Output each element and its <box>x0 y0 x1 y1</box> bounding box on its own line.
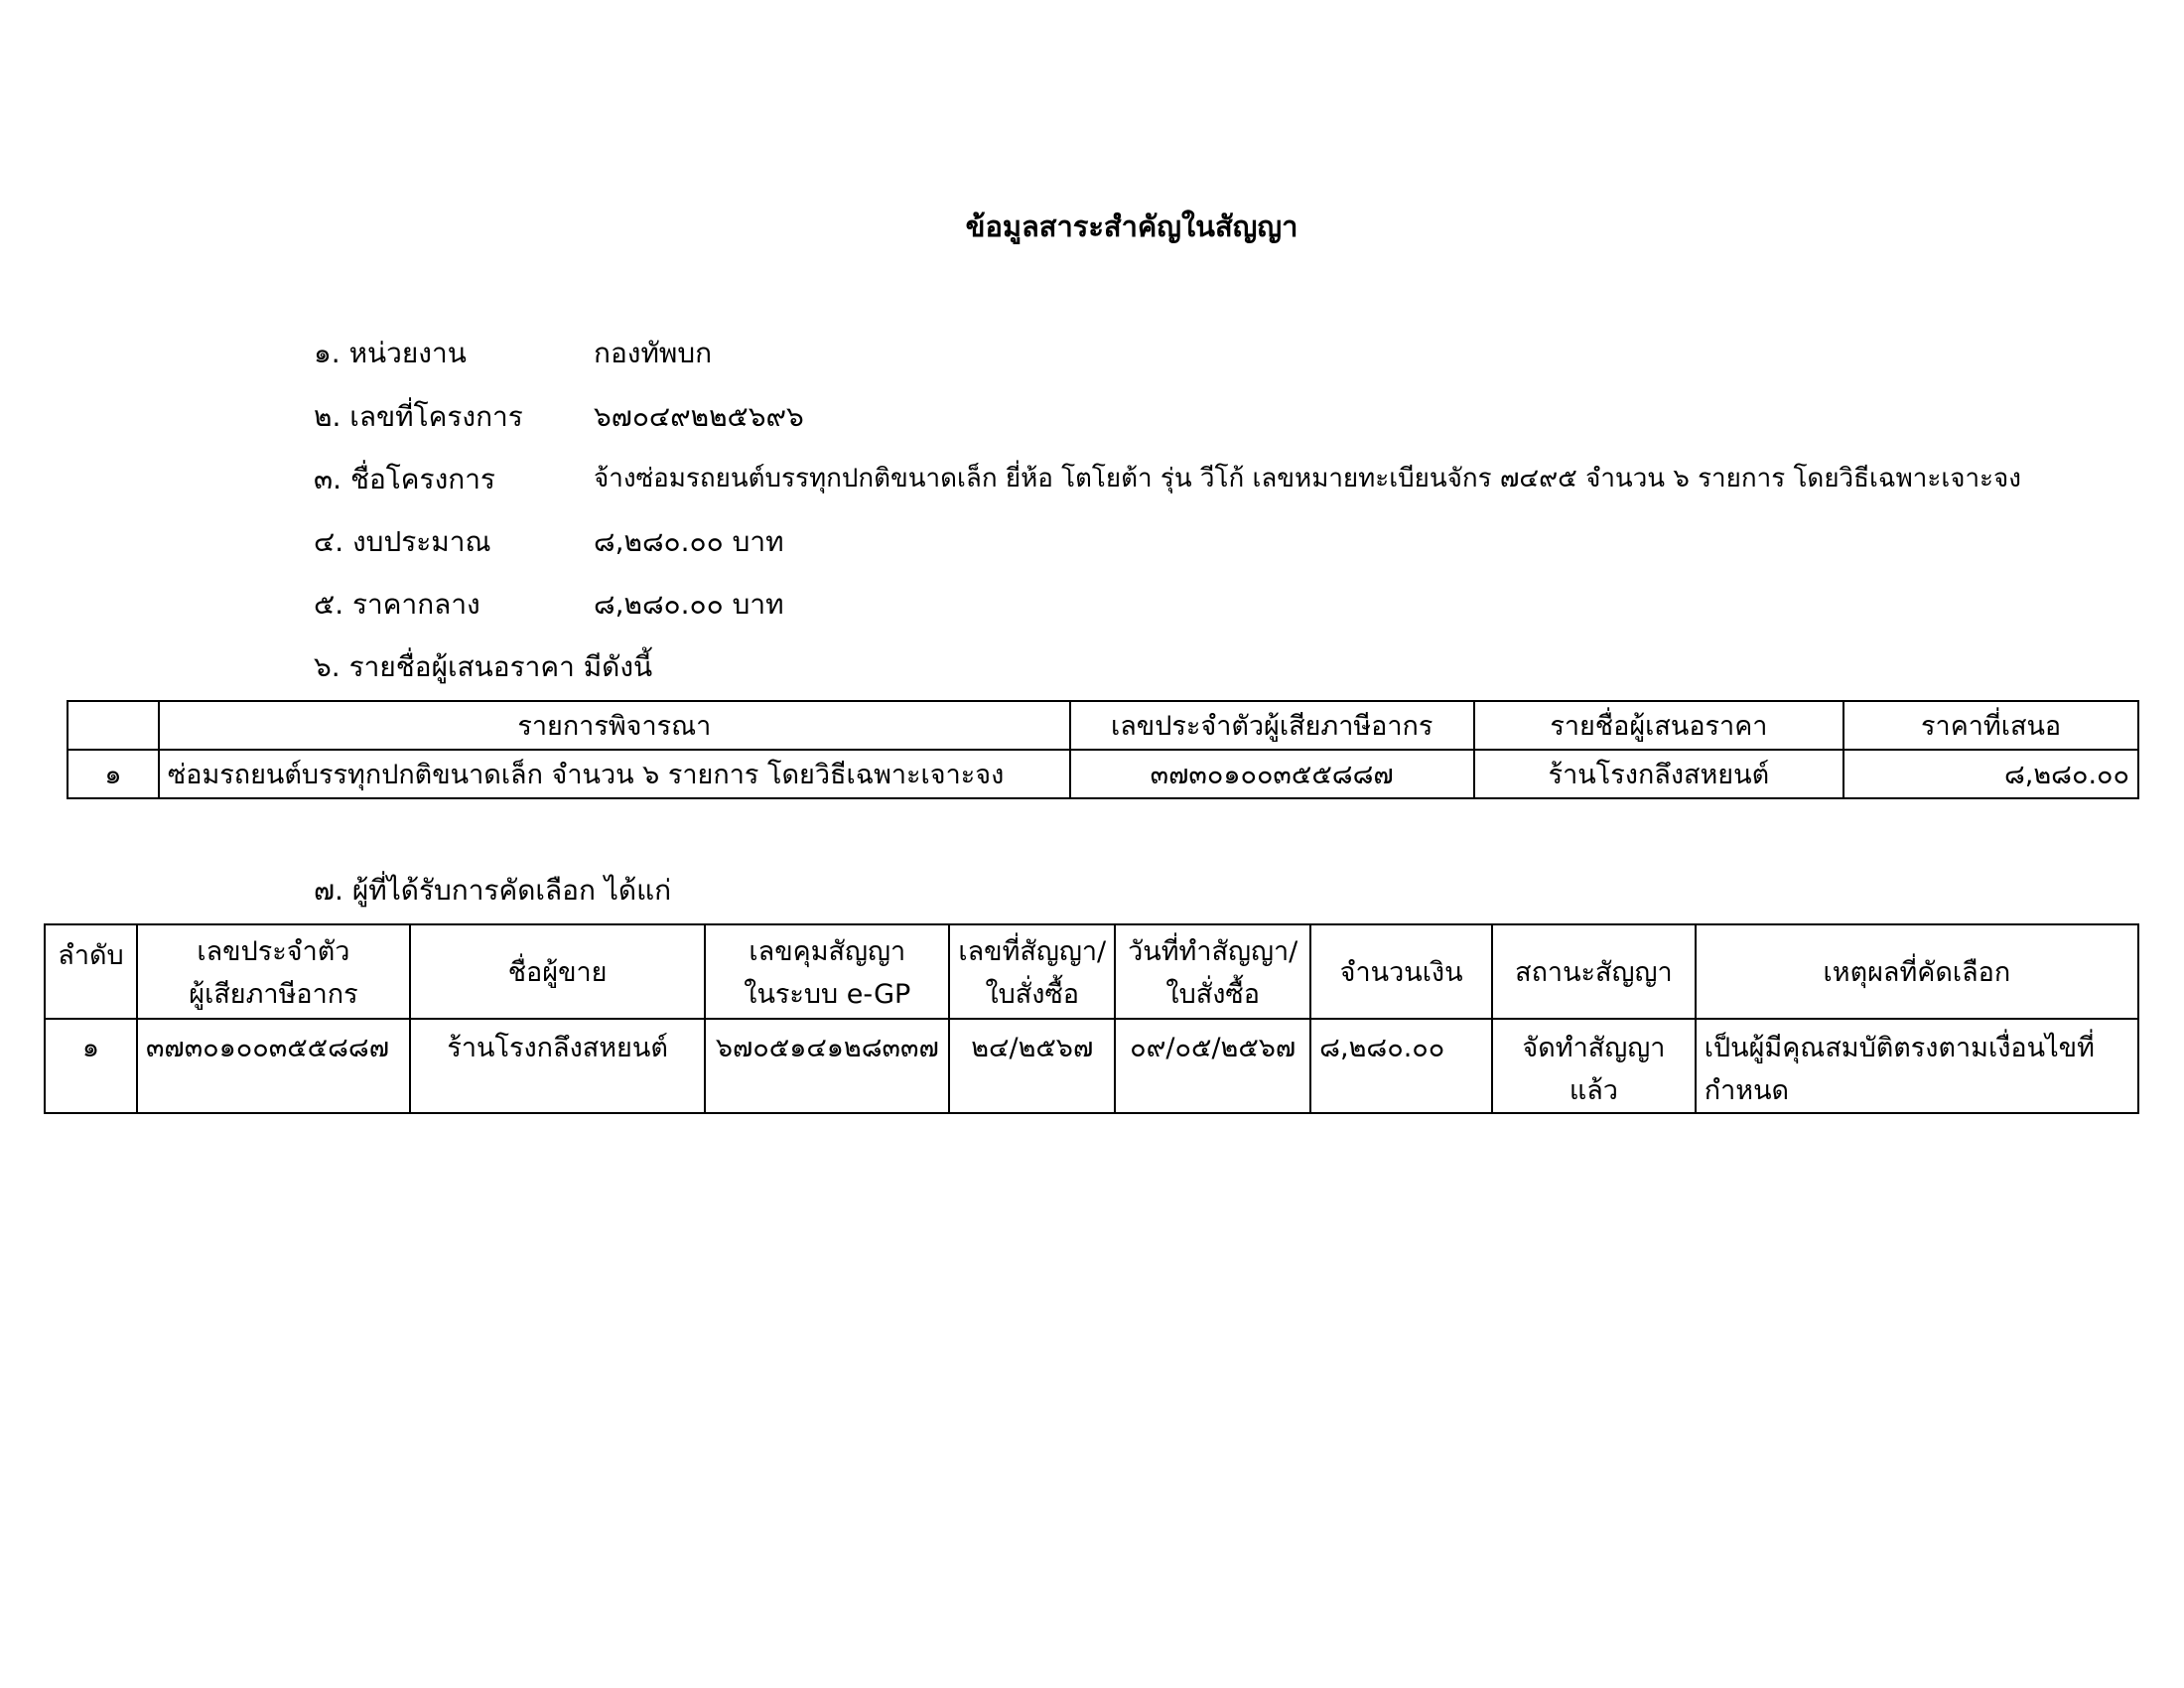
table-cell: ๖๗๐๕๑๔๑๒๘๓๓๗ <box>705 1019 949 1113</box>
table-cell: ร้านโรงกลึงสหยนต์ <box>1474 750 1844 798</box>
table-cell: ๑ <box>45 1019 137 1113</box>
info-value: กองทัพบก <box>594 337 713 369</box>
info-label: ๖. รายชื่อผู้เสนอราคา มีดังนี้ <box>314 650 653 683</box>
header-line: ใบสั่งซื้อ <box>985 978 1080 1010</box>
header-line: ในระบบ e-GP <box>744 978 911 1010</box>
header-cell <box>68 701 159 750</box>
info-label: ๕. ราคากลาง <box>314 588 480 621</box>
info-label: ๒. เลขที่โครงการ <box>314 400 523 433</box>
reason-line: เป็นผู้มีคุณสมบัติตรงตามเงื่อนไขที่ <box>1704 1033 2095 1063</box>
table-cell: ซ่อมรถยนต์บรรทุกปกติขนาดเล็ก จำนวน ๖ รายการ โดยวิธีเฉพาะเจาะจง <box>159 750 1070 798</box>
table-cell: ๘,๒๘๐.๐๐ <box>1843 750 2138 798</box>
header-contract-date <box>1115 924 1310 1019</box>
header-cell: รายชื่อผู้เสนอราคา <box>1474 701 1844 750</box>
table-cell: ๒๔/๒๕๖๗ <box>949 1019 1115 1113</box>
table-cell: ๐๙/๐๕/๒๕๖๗ <box>1115 1019 1310 1113</box>
header-egp <box>705 924 949 1019</box>
info-value: จ้างซ่อมรถยนต์บรรทุกปกติขนาดเล็ก ยี่ห้อ โตโยต้า รุ่น วีโก้ เลขหมายทะเบียนจักร ๗๔๙๕ จำนวน ๖ รายการ โดยวิธีเฉพาะเจาะจง <box>594 464 2021 493</box>
header-seq: ลำดับ <box>45 924 137 1019</box>
header-cell: ราคาที่เสนอ <box>1843 701 2138 750</box>
table-cell-reason <box>1696 1019 2138 1113</box>
table-cell: จัดทำสัญญาแล้ว <box>1492 1019 1696 1113</box>
info-label: ๔. งบประมาณ <box>314 525 491 558</box>
table-row <box>68 750 2138 798</box>
header-contract-no <box>949 924 1115 1019</box>
info-value: ๖๗๐๔๙๒๒๕๖๙๖ <box>594 400 804 433</box>
header-line: เลขประจำตัว <box>197 935 350 967</box>
header-line: ใบสั่งซื้อ <box>1165 978 1260 1010</box>
info-value: ๘,๒๘๐.๐๐ บาท <box>594 588 784 621</box>
header-tax-id <box>137 924 410 1019</box>
info-label: ๑. หน่วยงาน <box>314 337 467 369</box>
bidders-table <box>67 700 2139 799</box>
header-cell: รายการพิจารณา <box>159 701 1070 750</box>
reason-line: กำหนด <box>1704 1075 1790 1106</box>
header-status: สถานะสัญญา <box>1492 924 1696 1019</box>
header-line: ผู้เสียภาษีอากร <box>189 978 358 1010</box>
table-header-row <box>45 924 2138 1019</box>
header-reason: เหตุผลที่คัดเลือก <box>1696 924 2138 1019</box>
table-cell: ๑ <box>68 750 159 798</box>
info-value: ๘,๒๘๐.๐๐ บาท <box>594 525 784 558</box>
header-line: เลขคุมสัญญา <box>749 935 906 967</box>
header-amount: จำนวนเงิน <box>1310 924 1492 1019</box>
table-cell: ๓๗๓๐๑๐๐๓๕๕๘๘๗ <box>1070 750 1474 798</box>
header-seller: ชื่อผู้ขาย <box>410 924 705 1019</box>
info-label: ๓. ชื่อโครงการ <box>314 463 495 495</box>
header-line: วันที่ทำสัญญา/ <box>1128 935 1298 967</box>
info-label: ๗. ผู้ที่ได้รับการคัดเลือก ได้แก่ <box>314 874 672 907</box>
table-cell: ๓๗๓๐๑๐๐๓๕๕๘๘๗ <box>137 1019 410 1113</box>
header-cell: เลขประจำตัวผู้เสียภาษีอากร <box>1070 701 1474 750</box>
document-title: ข้อมูลสาระสำคัญในสัญญา <box>965 210 1298 243</box>
table-header-row <box>68 701 2138 750</box>
header-line: เลขที่สัญญา/ <box>958 935 1107 967</box>
table-cell: ๘,๒๘๐.๐๐ <box>1310 1019 1492 1113</box>
table-cell: ร้านโรงกลึงสหยนต์ <box>410 1019 705 1113</box>
table-row <box>45 1019 2138 1113</box>
winners-table <box>44 923 2139 1114</box>
